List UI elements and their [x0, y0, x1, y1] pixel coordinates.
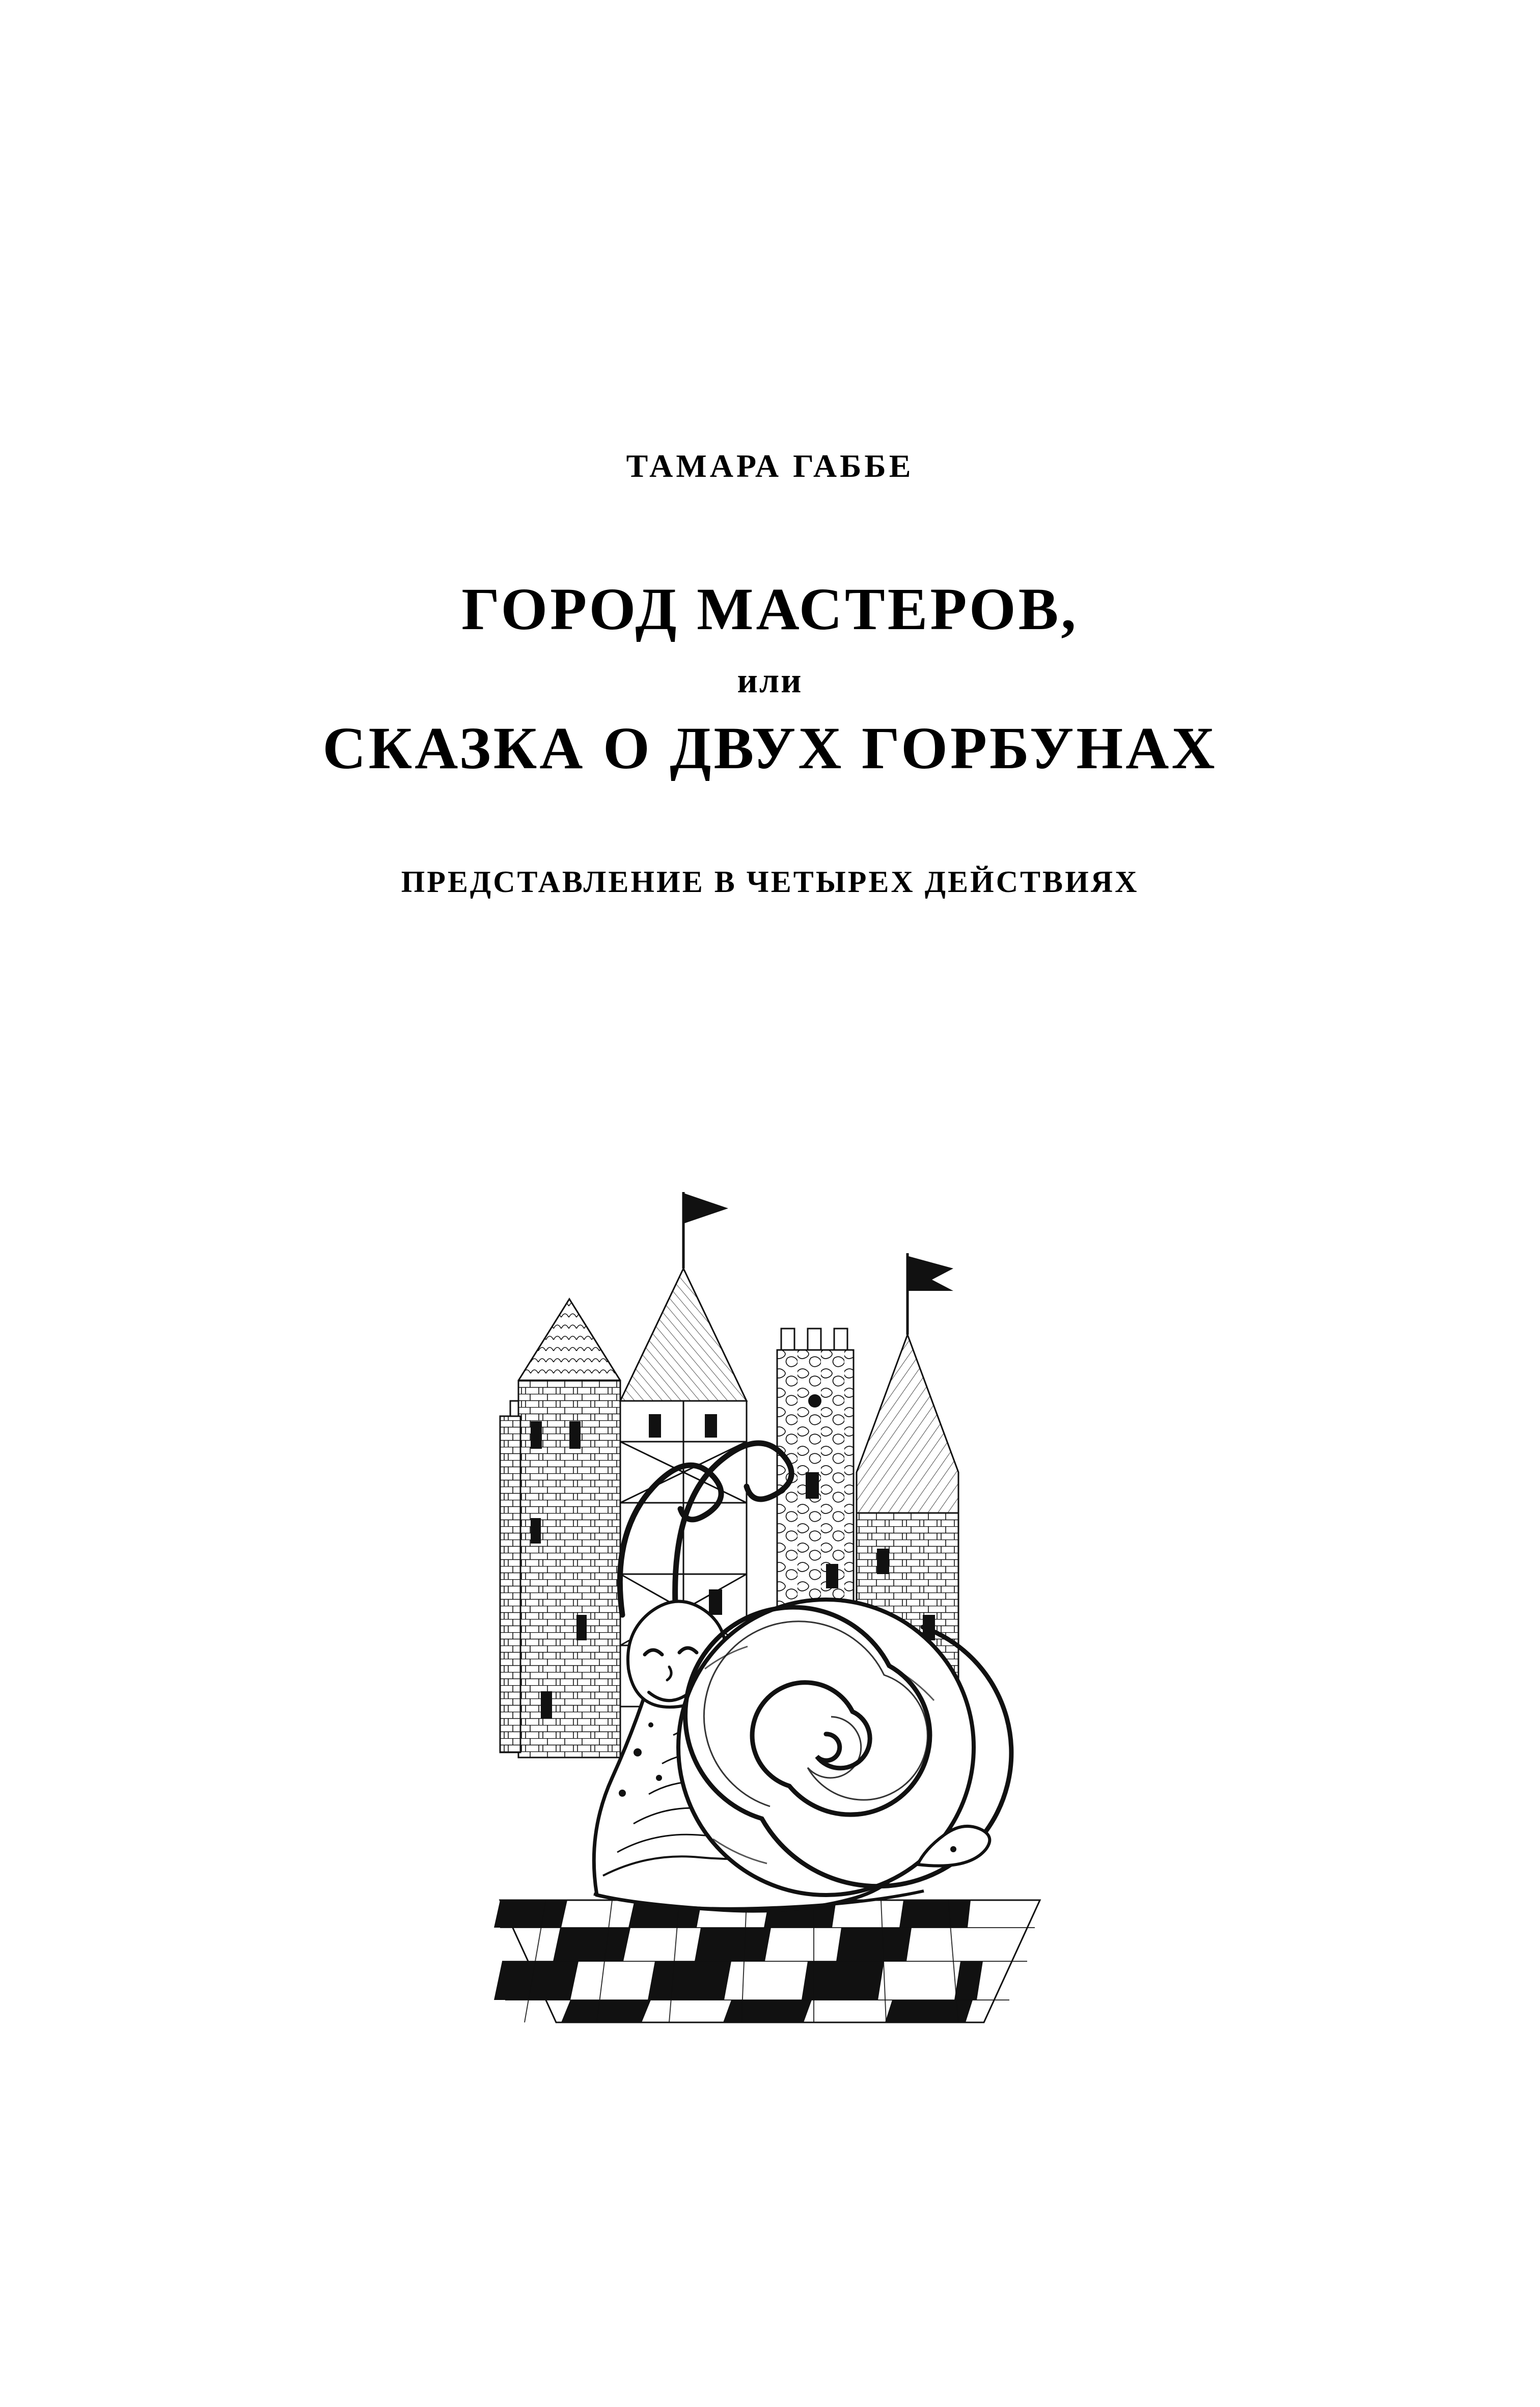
checkered-pavement: [494, 1900, 1040, 2022]
title-conjunction: или: [737, 661, 803, 700]
page-title: ГОРОД МАСТЕРОВ,: [461, 576, 1079, 643]
castle-wall-left: [500, 1401, 520, 1752]
title-block: [0, 448, 1540, 900]
castle-tower-left: [518, 1299, 620, 1757]
genre-line: ПРЕДСТАВЛЕНИЕ В ЧЕТЫРЕХ ДЕЙСТВИЯХ: [401, 864, 1139, 899]
page-subtitle: СКАЗКА О ДВУХ ГОРБУНАХ: [322, 714, 1218, 781]
snail-and-castle-illustration: [470, 1116, 1070, 2119]
author-name: ТАМАРА ГАББЕ: [626, 448, 914, 484]
